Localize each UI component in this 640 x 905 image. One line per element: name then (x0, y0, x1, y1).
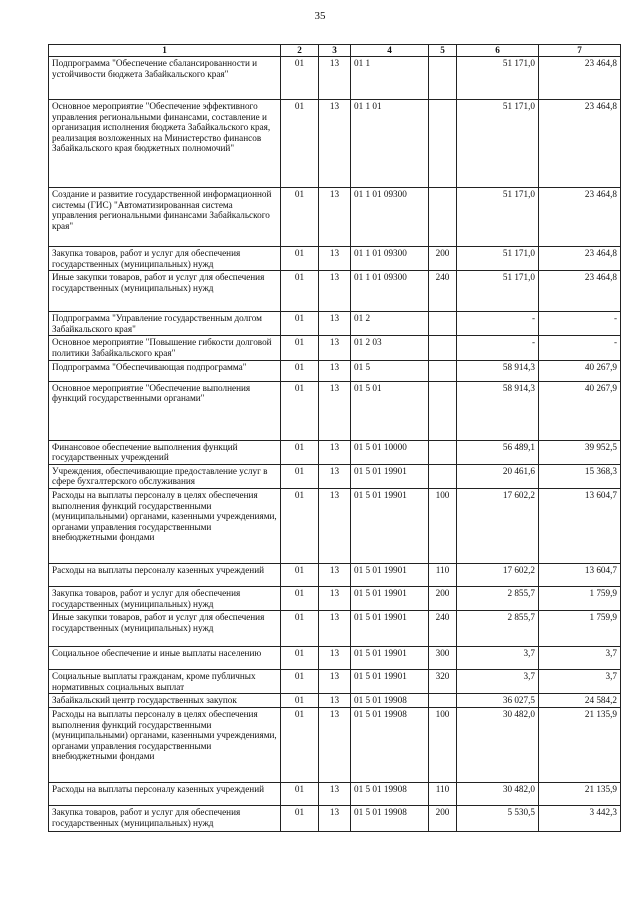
cell-amount-2: 13 604,7 (539, 488, 621, 563)
cell-subsection: 13 (319, 440, 351, 464)
cell-amount-2: 3,7 (539, 670, 621, 694)
header-col-6: 6 (457, 45, 539, 57)
cell-target-article: 01 5 01 19901 (351, 647, 429, 670)
cell-section: 01 (281, 707, 319, 782)
table-row (49, 707, 621, 782)
cell-subsection: 13 (319, 271, 351, 312)
cell-amount-2: 1 759,9 (539, 611, 621, 647)
cell-amount-1: 51 171,0 (457, 57, 539, 100)
cell-name: Финансовое обеспечение выполнения функций государственных учреждений (49, 440, 281, 464)
table-row (49, 611, 621, 647)
cell-name: Расходы на выплаты персоналу казенных учреждений (49, 782, 281, 805)
table-row (49, 312, 621, 336)
cell-expense-type (429, 464, 457, 488)
cell-subsection: 13 (319, 464, 351, 488)
cell-section: 01 (281, 360, 319, 381)
cell-amount-2: 39 952,5 (539, 440, 621, 464)
cell-section: 01 (281, 440, 319, 464)
cell-section: 01 (281, 464, 319, 488)
cell-amount-1: 58 914,3 (457, 381, 539, 440)
cell-section: 01 (281, 611, 319, 647)
cell-subsection: 13 (319, 312, 351, 336)
cell-name: Создание и развитие государственной информационной системы (ГИС) "Автоматизированная система управления региональными финансами Забайкальского края" (49, 188, 281, 247)
cell-section: 01 (281, 782, 319, 805)
table-row (49, 464, 621, 488)
cell-target-article: 01 2 03 (351, 336, 429, 360)
cell-target-article: 01 5 01 19908 (351, 694, 429, 708)
cell-expense-type: 200 (429, 586, 457, 610)
cell-amount-1: 3,7 (457, 670, 539, 694)
cell-amount-2: 24 584,2 (539, 694, 621, 708)
cell-subsection: 13 (319, 805, 351, 831)
cell-amount-1: 58 914,3 (457, 360, 539, 381)
cell-amount-2: 23 464,8 (539, 100, 621, 188)
cell-expense-type (429, 188, 457, 247)
table-body (49, 57, 621, 832)
cell-section: 01 (281, 57, 319, 100)
cell-subsection: 13 (319, 100, 351, 188)
cell-target-article: 01 5 01 19908 (351, 707, 429, 782)
cell-target-article: 01 1 01 (351, 100, 429, 188)
cell-amount-1: 5 530,5 (457, 805, 539, 831)
cell-target-article: 01 5 01 19901 (351, 611, 429, 647)
cell-amount-2: 40 267,9 (539, 360, 621, 381)
cell-target-article: 01 1 (351, 57, 429, 100)
cell-section: 01 (281, 488, 319, 563)
cell-amount-2: 21 135,9 (539, 782, 621, 805)
cell-target-article: 01 5 (351, 360, 429, 381)
cell-name: Забайкальский центр государственных закупок (49, 694, 281, 708)
table-row (49, 57, 621, 100)
cell-amount-2: 3 442,3 (539, 805, 621, 831)
cell-subsection: 13 (319, 563, 351, 586)
cell-subsection: 13 (319, 57, 351, 100)
cell-target-article: 01 5 01 19901 (351, 488, 429, 563)
cell-expense-type: 300 (429, 647, 457, 670)
cell-target-article: 01 1 01 09300 (351, 188, 429, 247)
cell-section: 01 (281, 647, 319, 670)
table-row (49, 100, 621, 188)
cell-amount-1: 17 602,2 (457, 563, 539, 586)
cell-section: 01 (281, 586, 319, 610)
cell-name: Расходы на выплаты персоналу в целях обеспечения выполнения функций государственными (муниципальными) органами, казенными учреждениями, органами управления государственными внебюджетными фондами (49, 488, 281, 563)
cell-target-article: 01 5 01 (351, 381, 429, 440)
cell-amount-1: 51 171,0 (457, 188, 539, 247)
cell-name: Учреждения, обеспечивающие предоставление услуг в сфере бухгалтерского обслуживания (49, 464, 281, 488)
cell-target-article: 01 5 01 19901 (351, 563, 429, 586)
cell-target-article: 01 5 01 19901 (351, 586, 429, 610)
cell-amount-1: 51 171,0 (457, 271, 539, 312)
cell-amount-2: 23 464,8 (539, 247, 621, 271)
cell-name: Закупка товаров, работ и услуг для обеспечения государственных (муниципальных) нужд (49, 586, 281, 610)
table-row (49, 188, 621, 247)
cell-target-article: 01 5 01 19901 (351, 464, 429, 488)
table-row (49, 381, 621, 440)
cell-subsection: 13 (319, 611, 351, 647)
cell-amount-1: 2 855,7 (457, 586, 539, 610)
cell-amount-2: 3,7 (539, 647, 621, 670)
cell-expense-type: 100 (429, 488, 457, 563)
cell-subsection: 13 (319, 694, 351, 708)
cell-amount-2: 1 759,9 (539, 586, 621, 610)
cell-amount-1: 30 482,0 (457, 782, 539, 805)
cell-expense-type (429, 312, 457, 336)
cell-target-article: 01 1 01 09300 (351, 247, 429, 271)
header-col-2: 2 (281, 45, 319, 57)
header-col-1: 1 (49, 45, 281, 57)
cell-amount-1: 17 602,2 (457, 488, 539, 563)
cell-amount-2: 21 135,9 (539, 707, 621, 782)
cell-section: 01 (281, 100, 319, 188)
page-number: 35 (314, 10, 326, 22)
cell-expense-type: 100 (429, 707, 457, 782)
cell-amount-2: - (539, 312, 621, 336)
cell-amount-2: 40 267,9 (539, 381, 621, 440)
cell-name: Основное мероприятие "Обеспечение эффективного управления региональными финансами, составление и организация исполнения бюджета Забайкальского края, реализация возложенных на Министерство финансов Забайкальского края бюджетных полномочий" (49, 100, 281, 188)
cell-expense-type: 200 (429, 805, 457, 831)
cell-amount-1: 20 461,6 (457, 464, 539, 488)
table-row (49, 694, 621, 708)
cell-amount-1: - (457, 336, 539, 360)
cell-expense-type: 110 (429, 782, 457, 805)
cell-amount-1: 51 171,0 (457, 247, 539, 271)
cell-section: 01 (281, 381, 319, 440)
cell-expense-type (429, 440, 457, 464)
table-row (49, 805, 621, 831)
table-row (49, 247, 621, 271)
table-row (49, 782, 621, 805)
cell-amount-2: - (539, 336, 621, 360)
table-row (49, 647, 621, 670)
table-row (49, 488, 621, 563)
table-row (49, 440, 621, 464)
cell-expense-type: 240 (429, 271, 457, 312)
cell-subsection: 13 (319, 670, 351, 694)
cell-amount-1: - (457, 312, 539, 336)
cell-expense-type: 240 (429, 611, 457, 647)
cell-amount-2: 23 464,8 (539, 271, 621, 312)
cell-expense-type (429, 57, 457, 100)
cell-expense-type (429, 694, 457, 708)
cell-amount-2: 23 464,8 (539, 57, 621, 100)
cell-name: Основное мероприятие "Обеспечение выполнения функций государственными органами" (49, 381, 281, 440)
header-col-5: 5 (429, 45, 457, 57)
cell-section: 01 (281, 336, 319, 360)
cell-expense-type (429, 360, 457, 381)
cell-section: 01 (281, 694, 319, 708)
cell-subsection: 13 (319, 336, 351, 360)
cell-section: 01 (281, 188, 319, 247)
header-col-7: 7 (539, 45, 621, 57)
cell-expense-type: 320 (429, 670, 457, 694)
cell-subsection: 13 (319, 360, 351, 381)
cell-subsection: 13 (319, 488, 351, 563)
cell-amount-2: 13 604,7 (539, 563, 621, 586)
table-row (49, 563, 621, 586)
cell-name: Закупка товаров, работ и услуг для обеспечения государственных (муниципальных) нужд (49, 247, 281, 271)
cell-name: Расходы на выплаты персоналу в целях обеспечения выполнения функций государственными (муниципальными) органами, казенными учреждениями, органами управления государственными внебюджетными фондами (49, 707, 281, 782)
cell-section: 01 (281, 247, 319, 271)
cell-section: 01 (281, 670, 319, 694)
cell-name: Расходы на выплаты персоналу казенных учреждений (49, 563, 281, 586)
cell-section: 01 (281, 805, 319, 831)
cell-amount-1: 2 855,7 (457, 611, 539, 647)
cell-subsection: 13 (319, 707, 351, 782)
header-row (49, 45, 621, 57)
cell-expense-type: 110 (429, 563, 457, 586)
cell-subsection: 13 (319, 586, 351, 610)
table-row (49, 271, 621, 312)
cell-section: 01 (281, 271, 319, 312)
cell-target-article: 01 5 01 19901 (351, 670, 429, 694)
cell-subsection: 13 (319, 247, 351, 271)
cell-name: Подпрограмма "Обеспечение сбалансированности и устойчивости бюджета Забайкальского края" (49, 57, 281, 100)
cell-subsection: 13 (319, 782, 351, 805)
cell-name: Социальное обеспечение и иные выплаты населению (49, 647, 281, 670)
cell-section: 01 (281, 563, 319, 586)
cell-subsection: 13 (319, 647, 351, 670)
table-row (49, 586, 621, 610)
cell-section: 01 (281, 312, 319, 336)
cell-target-article: 01 5 01 19908 (351, 805, 429, 831)
table-row (49, 360, 621, 381)
cell-target-article: 01 1 01 09300 (351, 271, 429, 312)
cell-expense-type: 200 (429, 247, 457, 271)
table-row (49, 670, 621, 694)
cell-amount-1: 30 482,0 (457, 707, 539, 782)
cell-name: Основное мероприятие "Повышение гибкости долговой политики Забайкальского края" (49, 336, 281, 360)
cell-target-article: 01 5 01 19908 (351, 782, 429, 805)
cell-target-article: 01 5 01 10000 (351, 440, 429, 464)
cell-amount-1: 51 171,0 (457, 100, 539, 188)
cell-subsection: 13 (319, 188, 351, 247)
cell-amount-1: 3,7 (457, 647, 539, 670)
table-row (49, 336, 621, 360)
cell-name: Иные закупки товаров, работ и услуг для обеспечения государственных (муниципальных) нужд (49, 271, 281, 312)
cell-amount-1: 56 489,1 (457, 440, 539, 464)
cell-target-article: 01 2 (351, 312, 429, 336)
cell-subsection: 13 (319, 381, 351, 440)
cell-name: Иные закупки товаров, работ и услуг для обеспечения государственных (муниципальных) нужд (49, 611, 281, 647)
cell-name: Подпрограмма "Управление государственным долгом Забайкальского края" (49, 312, 281, 336)
budget-table (48, 44, 621, 832)
cell-name: Закупка товаров, работ и услуг для обеспечения государственных (муниципальных) нужд (49, 805, 281, 831)
cell-amount-2: 15 368,3 (539, 464, 621, 488)
cell-expense-type (429, 100, 457, 188)
cell-expense-type (429, 381, 457, 440)
header-col-3: 3 (319, 45, 351, 57)
cell-expense-type (429, 336, 457, 360)
cell-amount-2: 23 464,8 (539, 188, 621, 247)
header-col-4: 4 (351, 45, 429, 57)
cell-name: Подпрограмма "Обеспечивающая подпрограмма" (49, 360, 281, 381)
cell-name: Социальные выплаты гражданам, кроме публичных нормативных социальных выплат (49, 670, 281, 694)
cell-amount-1: 36 027,5 (457, 694, 539, 708)
